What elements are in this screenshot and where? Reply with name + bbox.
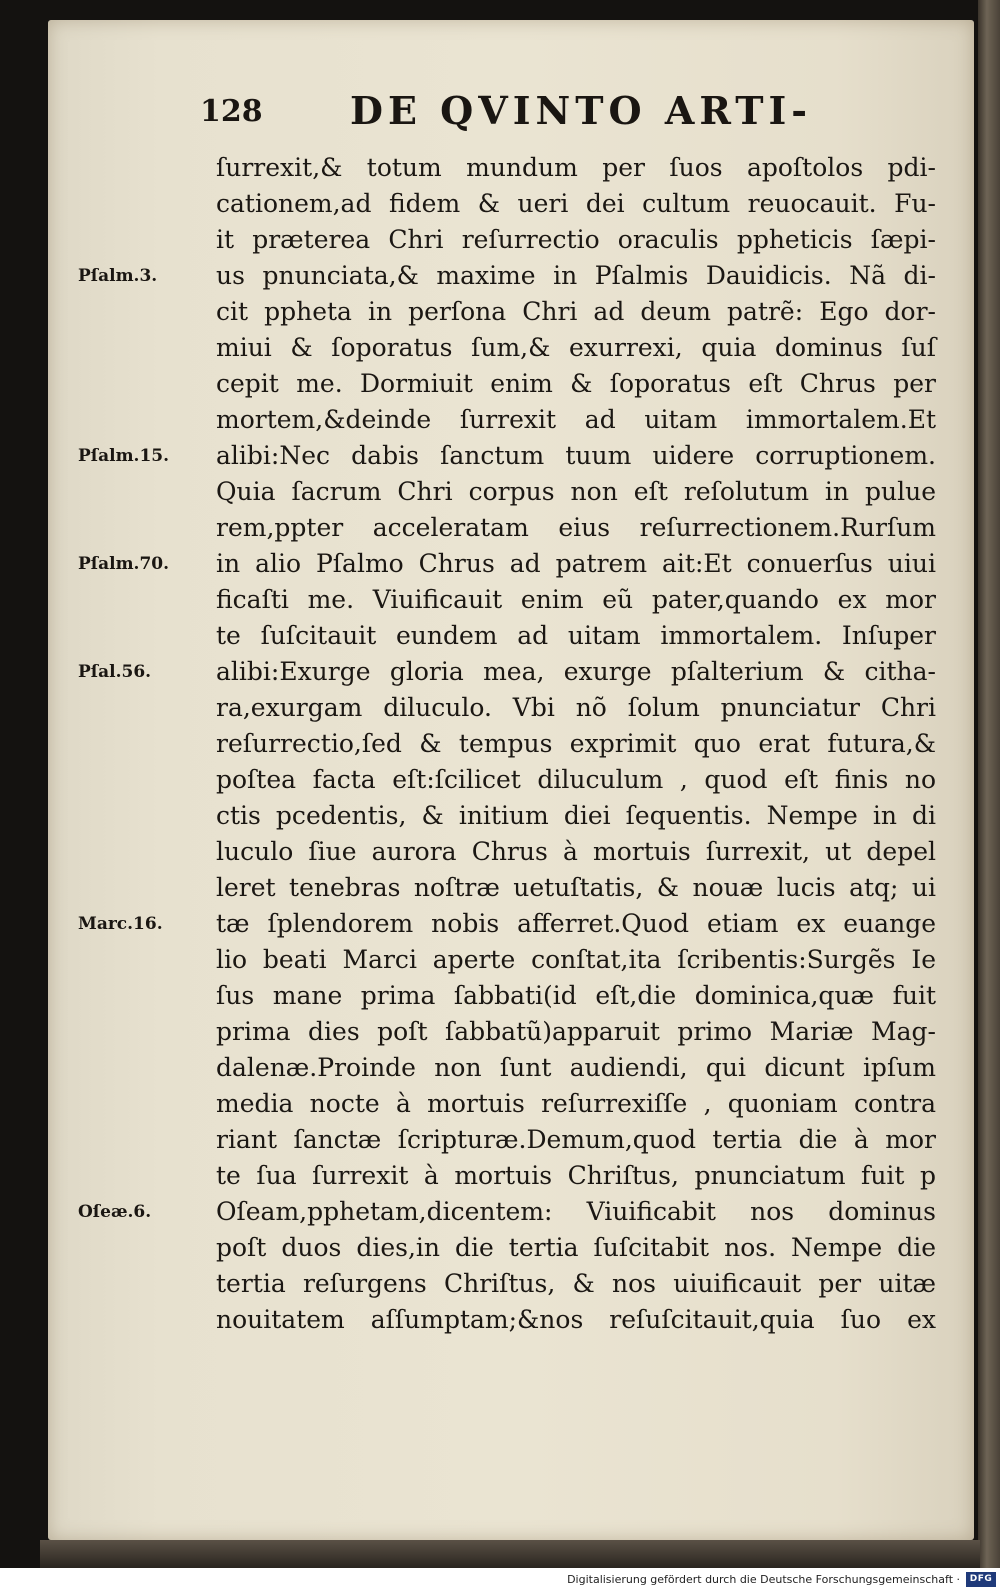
text-line: riant ſanctæ ſcripturæ.Demum,quod tertia die à mor [216,1125,936,1154]
book-edge-right [978,0,1000,1568]
text-line: luculo ſiue aurora Chrus à mortuis ſurrexit, ut depel [216,837,936,866]
text-line: tæ ſplendorem nobis afferret.Quod etiam ex euange [216,909,936,938]
text-line: leret tenebras noſtræ uetuſtatis, & nouæ lucis atq; ui [216,873,936,902]
digitization-credit: Digitalisierung gefördert durch die Deutsche Forschungsgemeinschaft · [567,1573,960,1586]
marginal-note: Pſal.56. [78,662,152,682]
text-line: miui & ſoporatus ſum,& exurrexi, quia dominus ſuſ [216,333,936,362]
footer-bar [0,1568,1000,1593]
text-line: in alio Pſalmo Chrus ad patrem ait:Et conuerſus uiui [216,549,936,578]
text-line: tertia reſurgens Chriſtus, & nos uiuificauit per uitæ [216,1269,936,1298]
text-line: Quia ſacrum Chri corpus non eſt reſolutum in pulue [216,477,936,506]
text-line: cepit me. Dormiuit enim & ſoporatus eſt Chrus per [216,369,936,398]
text-line: lio beati Marci aperte conſtat,ita ſcribentis:Surgẽs Ie [216,945,936,974]
text-line: mortem,&deinde ſurrexit ad uitam immortalem.Et [216,405,936,434]
text-line: dalenæ.Proinde non ſunt audiendi, qui dicunt ipſum [216,1053,936,1082]
text-line: poſtea facta eſt:ſcilicet diluculum , quod eſt finis no [216,765,936,794]
folio-number: 128 [200,94,263,129]
marginal-note: Oſeæ.6. [78,1202,152,1222]
text-line: alibi:Exurge gloria mea, exurge pſalterium & citha- [216,657,936,686]
text-line: ctis pcedentis, & initium diei ſequentis. Nempe in di [216,801,936,830]
marginal-note: Marc.16. [78,914,163,934]
text-line: Oſeam,pphetam,dicentem: Viuificabit nos dominus [216,1197,936,1226]
text-line: ſus mane prima ſabbati(id eſt,die dominica,quæ fuit [216,981,936,1010]
text-line: rem,ppter acceleratam eius reſurrectionem.Rurſum [216,513,936,542]
text-line: te ſuſcitauit eundem ad uitam immortalem. Inſuper [216,621,936,650]
text-line: it præterea Chri reſurrectio oraculis ppheticis ſæpi- [216,225,936,254]
text-line: te ſua ſurrexit à mortuis Chriſtus, pnunciatum fuit p [216,1161,936,1190]
running-head: DE QVINTO ARTI- [350,88,813,133]
text-line: cit ppheta in perſona Chri ad deum patrẽ: Ego dor- [216,297,936,326]
body-text [216,150,936,1338]
text-line: prima dies poſt ſabbatũ)apparuit primo Mariæ Mag- [216,1017,936,1046]
dfg-logo: DFG [966,1572,996,1587]
text-line: media nocte à mortuis reſurrexiſſe , quoniam contra [216,1089,936,1118]
text-line: us pnunciata,& maxime in Pſalmis Dauidicis. Nã di- [216,261,936,290]
text-line: ficaſti me. Viuificauit enim eũ pater,quando ex mor [216,585,936,614]
text-line: poſt duos dies,in die tertia ſuſcitabit nos. Nempe die [216,1233,936,1262]
marginal-note: Pſalm.3. [78,266,158,286]
text-line: ſurrexit,& totum mundum per ſuos apoſtolos pdi- [216,153,936,182]
text-line: alibi:Nec dabis ſanctum tuum uidere corruptionem. [216,441,936,470]
text-line: ra,exurgam diluculo. Vbi nõ ſolum pnunciatur Chri [216,693,936,722]
text-line: cationem,ad fidem & ueri dei cultum reuocauit. Fu- [216,189,936,218]
marginal-note: Pſalm.15. [78,446,170,466]
marginal-note: Pſalm.70. [78,554,170,574]
text-line: reſurrectio,ſed & tempus exprimit quo erat futura,& [216,729,936,758]
book-edge-bottom [40,1540,980,1568]
text-line: nouitatem aſſumptam;&nos reſuſcitauit,quia ſuo ex [216,1305,936,1334]
